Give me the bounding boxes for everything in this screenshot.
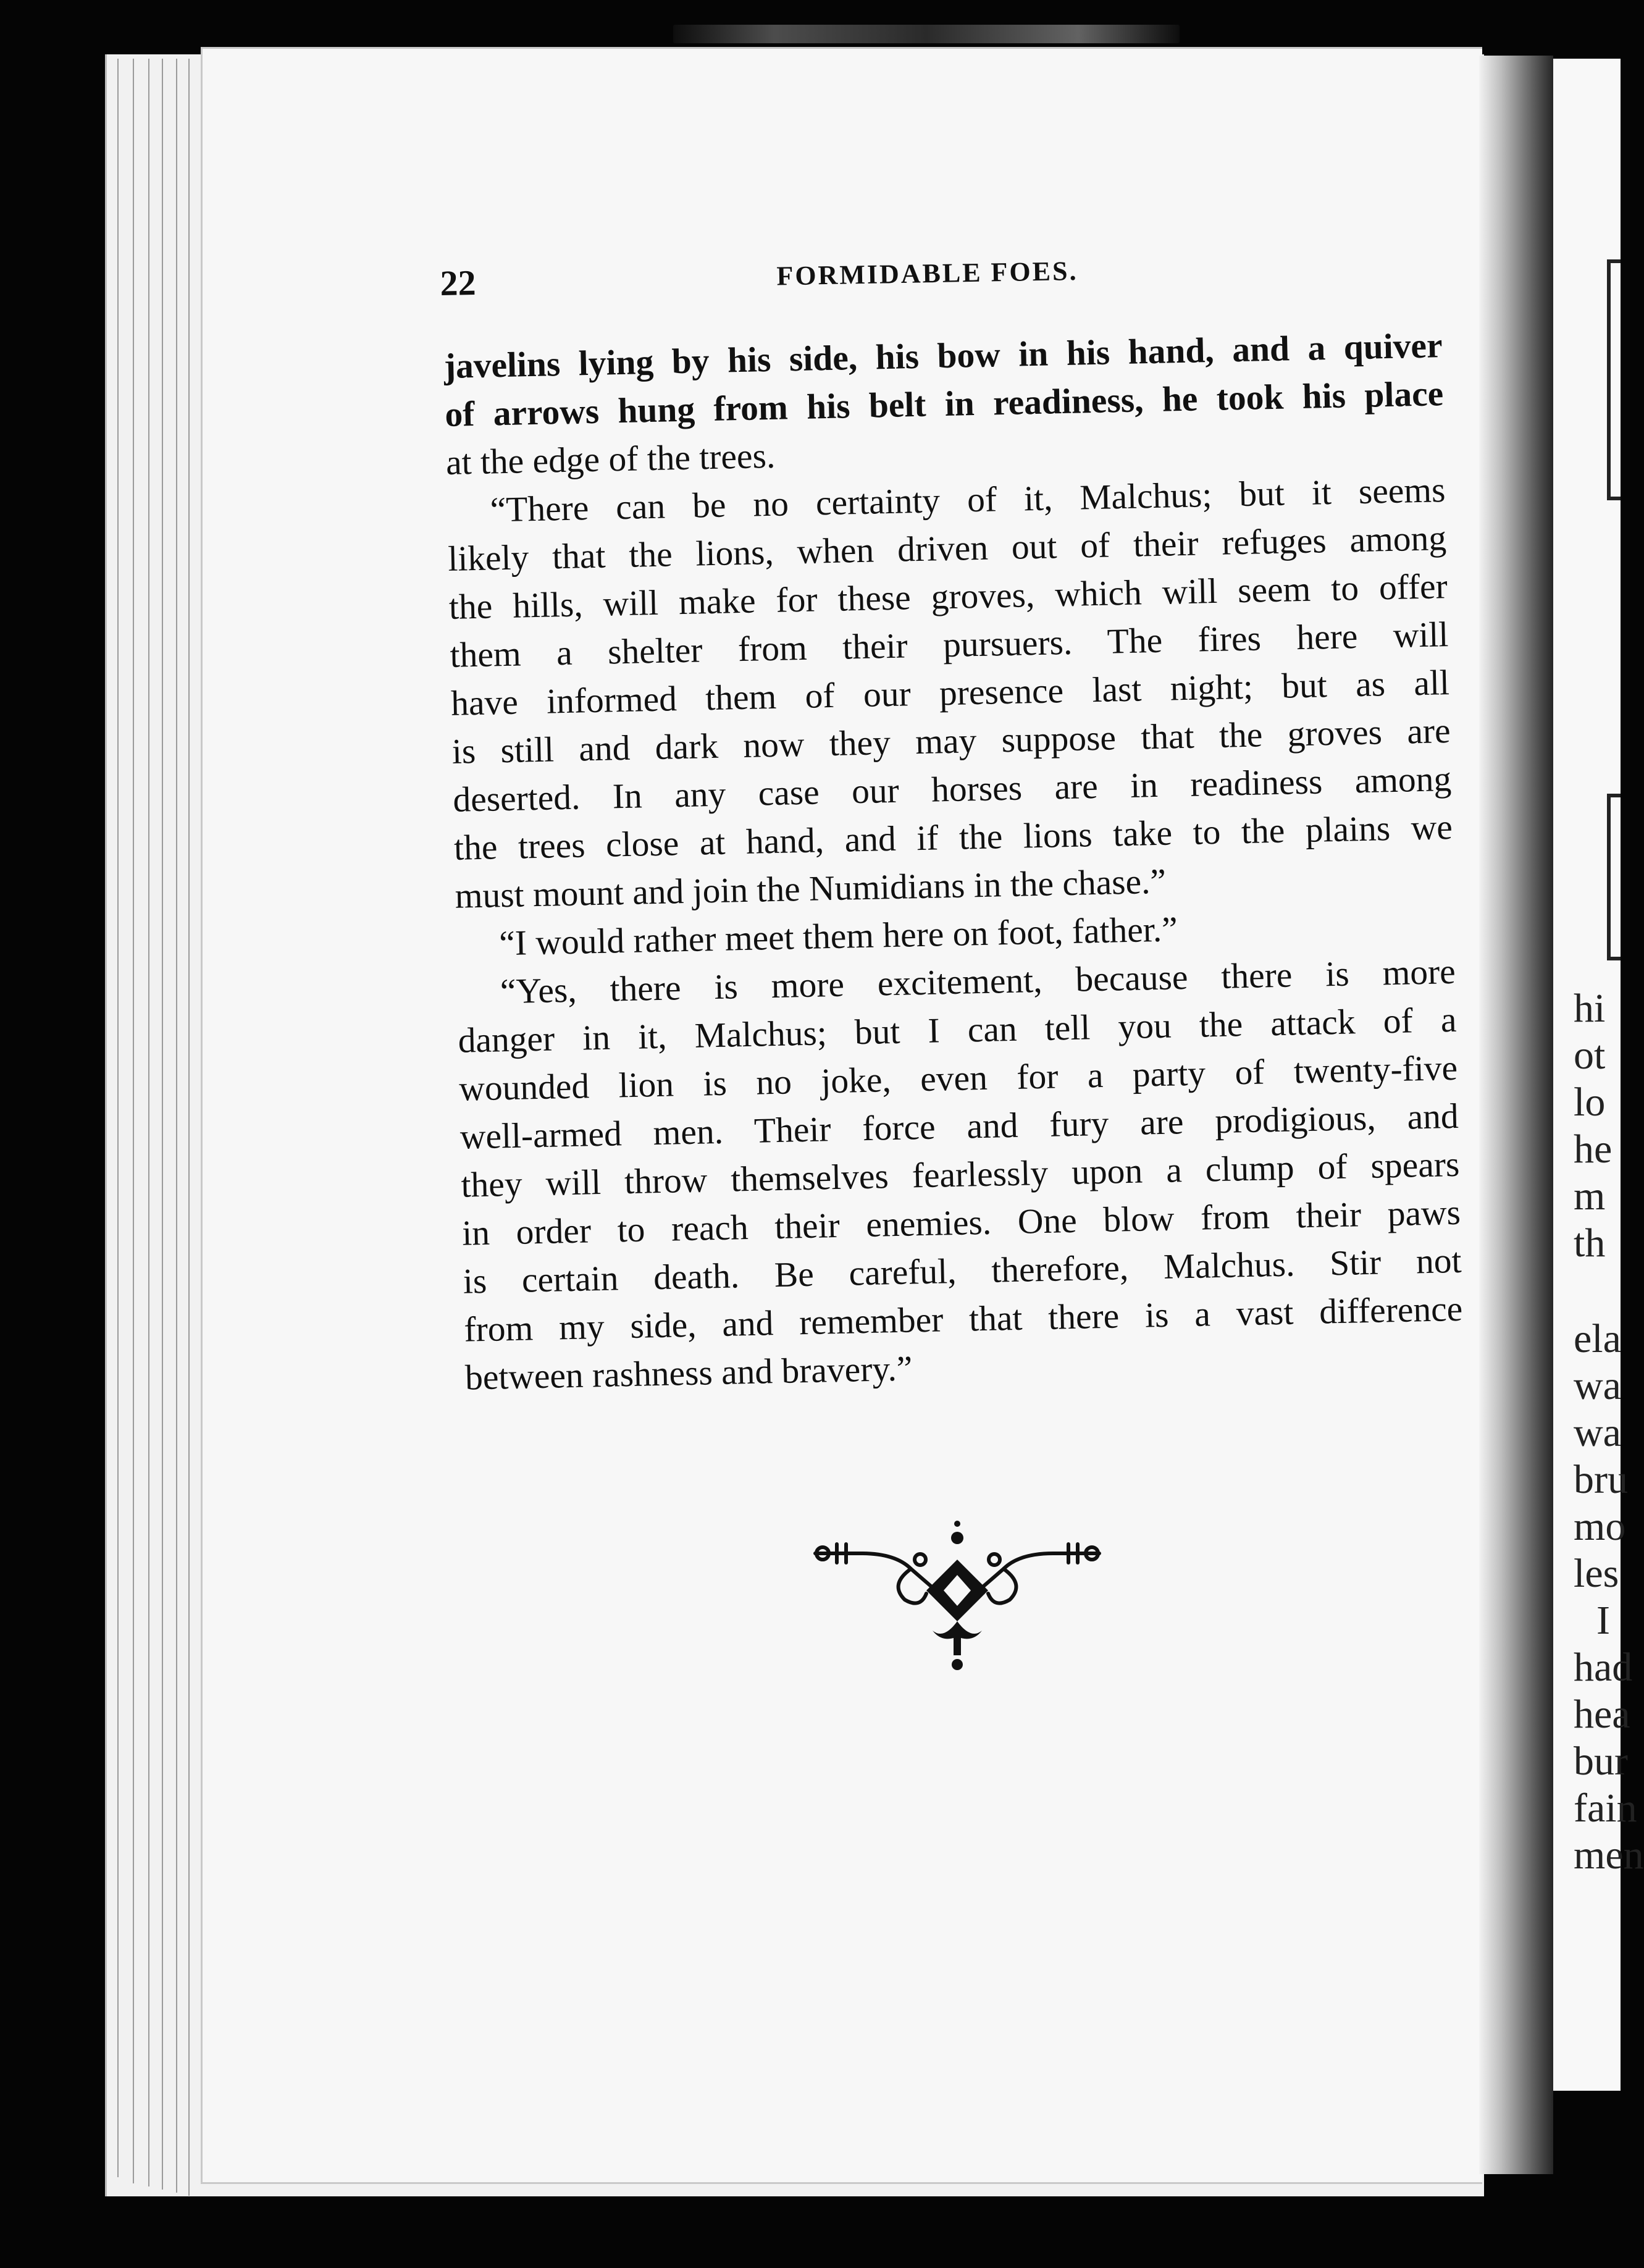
text-line: at the edge of the trees.	[445, 436, 776, 482]
page-edge-line	[148, 59, 149, 2186]
body-text	[443, 322, 1464, 1402]
page-edge-line	[176, 59, 177, 2193]
facing-page-frame	[1607, 794, 1621, 960]
facing-page-fragment: wa	[1574, 1410, 1621, 1455]
facing-page-fragment: bru	[1574, 1457, 1628, 1502]
facing-page-fragment: ot	[1574, 1033, 1606, 1078]
text-line: deserted. In any case our horses are in readiness among	[452, 759, 1452, 820]
facing-page-frame	[1607, 259, 1621, 500]
gutter-shadow	[1479, 56, 1553, 2174]
text-line: is still and dark now they may suppose that the groves are	[451, 711, 1451, 771]
page-edge-line	[188, 59, 190, 2196]
facing-page-fragment: fain	[1574, 1786, 1637, 1831]
facing-page-fragment: m	[1574, 1174, 1606, 1219]
facing-page-fragment: wa	[1574, 1363, 1621, 1408]
text-line: they will throw themselves fearlessly upon a clump of spears	[460, 1144, 1460, 1205]
page-number: 22	[440, 262, 477, 303]
text-line: “I would rather meet them here on foot, father.”	[498, 910, 1178, 964]
page-edge-line	[133, 59, 134, 2183]
facing-page-fragment: mo	[1574, 1504, 1626, 1549]
facing-page-fragment: hi	[1574, 986, 1606, 1031]
text-line: have informed them of our presence last night; but as all	[450, 663, 1450, 723]
facing-page-fragment: I	[1596, 1598, 1610, 1643]
text-line: from my side, and remember that there is a vast difference	[463, 1289, 1463, 1350]
page-edge-line	[117, 59, 119, 2177]
tailpiece-ornament	[803, 1516, 1112, 1677]
text-line: between rashness and bravery.”	[464, 1349, 913, 1398]
text-line: of arrows hung from his belt in readiness, he took his place	[444, 374, 1444, 434]
facing-page-fragment: had	[1574, 1645, 1633, 1690]
text-line: wounded lion is no joke, even for a party of twenty-five	[458, 1048, 1458, 1109]
text-line: them a shelter from their pursuers. The fires here will	[449, 615, 1449, 675]
text-line: likely that the lions, when driven out of their refuges among	[447, 519, 1447, 579]
text-line: must mount and join the Numidians in the chase.”	[455, 862, 1167, 916]
facing-page-fragment: he	[1574, 1127, 1613, 1172]
text-line: well-armed men. Their force and fury are prodigious, and	[459, 1096, 1459, 1157]
facing-page-fragment: bur	[1574, 1739, 1628, 1784]
chapter-title: FORMIDABLE FOES.	[776, 255, 1078, 292]
scan-edge-mark	[673, 25, 1180, 43]
facing-page-fragment: lo	[1574, 1080, 1606, 1125]
text-line: “Yes, there is more excitement, because there is more	[500, 952, 1456, 1012]
text-line: the trees close at hand, and if the lions take to the plains we	[453, 807, 1453, 868]
text-line: “There can be no certainty of it, Malchus; but it seems	[490, 471, 1446, 530]
text-line: javelins lying by his side, his bow in his hand, and a quiver	[443, 326, 1443, 386]
text-line: in order to reach their enemies. One blow from their paws	[461, 1193, 1461, 1253]
facing-page-fragment: th	[1574, 1220, 1606, 1266]
facing-page-fragment: les	[1574, 1551, 1619, 1596]
facing-page-fragment: men	[1574, 1833, 1644, 1878]
text-line: the hills, will make for these groves, which will seem to offer	[448, 567, 1448, 627]
facing-page-fragment: hea	[1574, 1692, 1630, 1737]
text-line: danger in it, Malchus; but I can tell you the attack of a	[458, 1000, 1457, 1060]
text-line: is certain death. Be careful, therefore, Malchus. Stir not	[463, 1241, 1462, 1301]
facing-page-fragment: ela	[1574, 1316, 1621, 1361]
page-edge-line	[162, 59, 163, 2190]
